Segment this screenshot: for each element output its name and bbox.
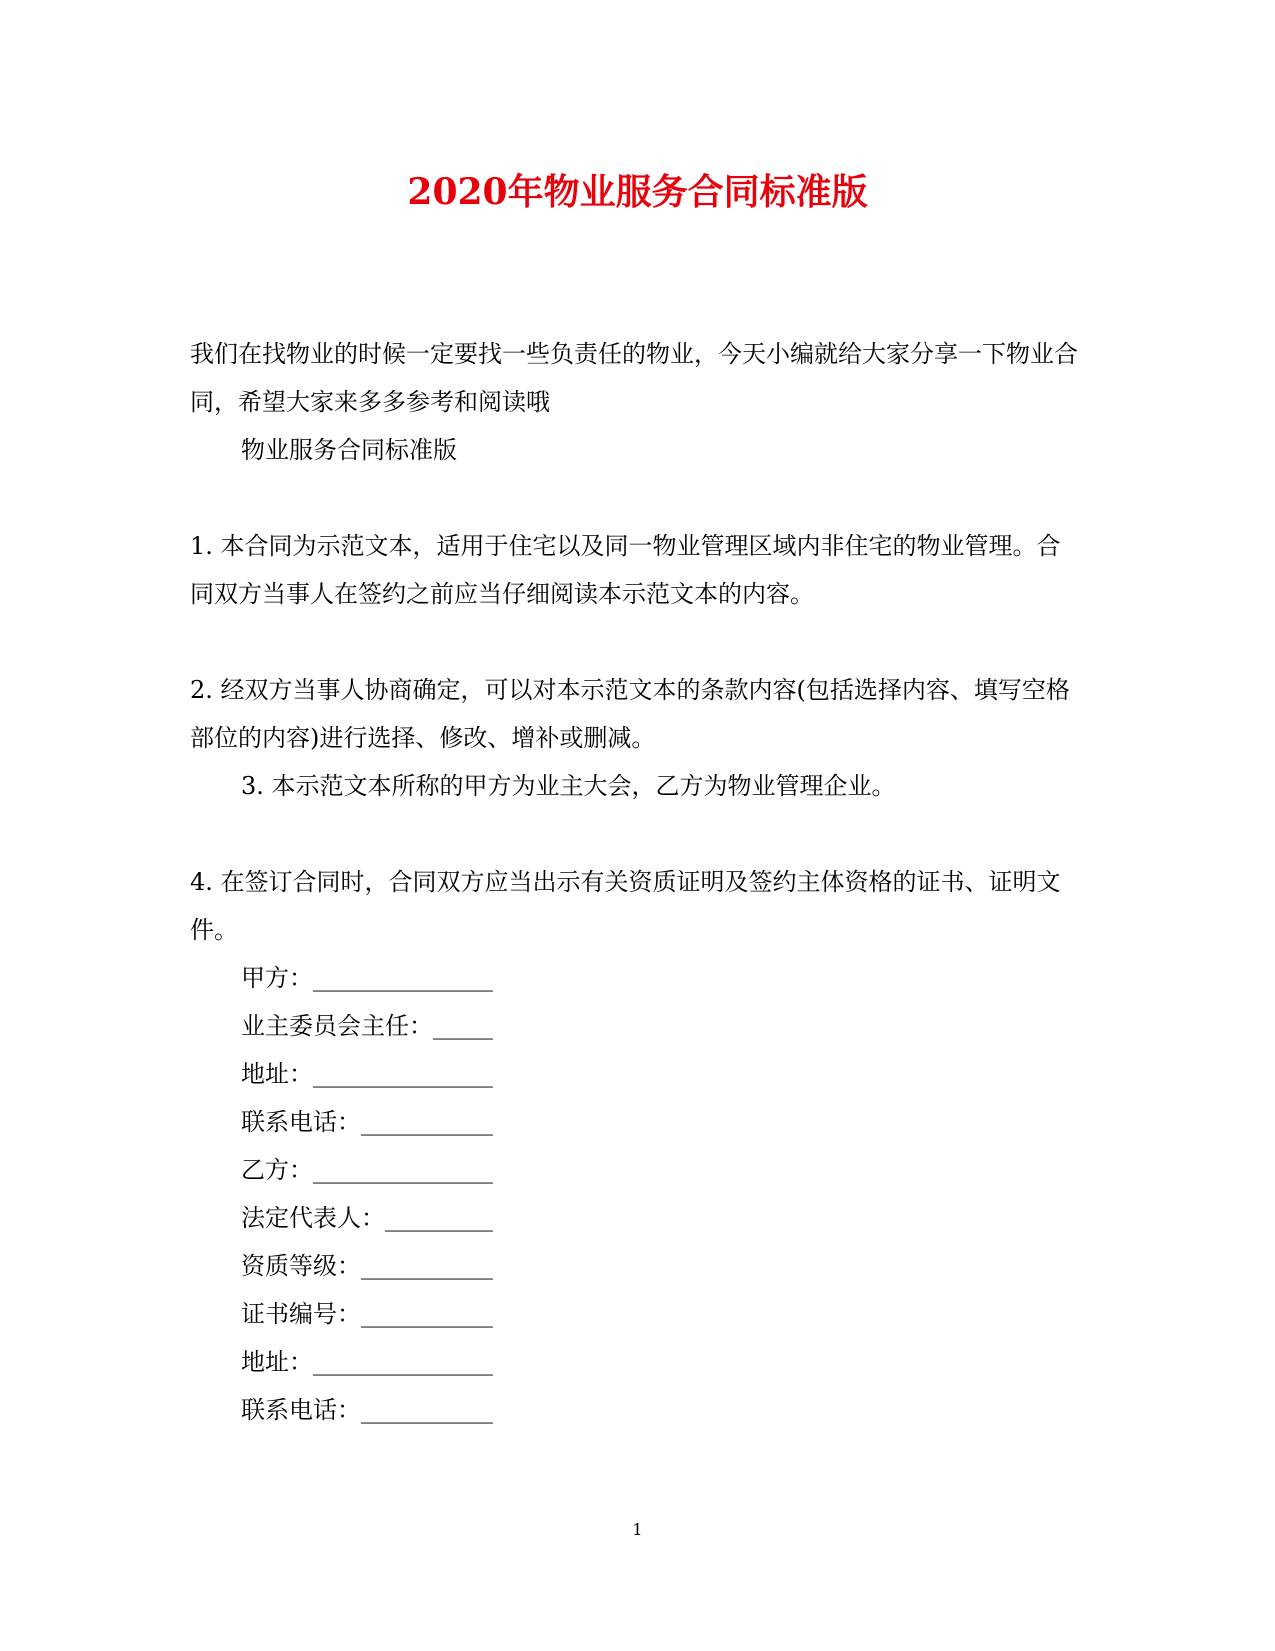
field-phone-a: 联系电话：___________ (241, 1108, 493, 1136)
document-body (190, 330, 1080, 1434)
document-title: 2020年物业服务合同标准版 (407, 171, 868, 213)
clause-2: 2. 经双方当事人协商确定，可以对本示范文本的条款内容(包括选择内容、填写空格部位的内容)进行选择、修改、增补或删减。 (190, 676, 1070, 752)
field-party-b: 乙方：_______________ (241, 1156, 493, 1184)
field-legal-representative: 法定代表人：_________ (241, 1204, 493, 1232)
clause-1: 1. 本合同为示范文本，适用于住宅以及同一物业管理区域内非住宅的物业管理。合同双方当事人在签约之前应当仔细阅读本示范文本的内容。 (190, 532, 1061, 608)
subtitle: 物业服务合同标准版 (241, 436, 457, 464)
field-phone-b: 联系电话：___________ (241, 1396, 493, 1424)
intro-paragraph: 我们在找物业的时候一定要找一些负责任的物业，今天小编就给大家分享一下物业合同，希望大家来多多参考和阅读哦 (190, 340, 1078, 416)
signature-fields (190, 954, 1080, 1434)
page-number: 1 (632, 1520, 643, 1539)
field-address-b: 地址：_______________ (241, 1348, 493, 1376)
field-qualification-level: 资质等级：___________ (241, 1252, 493, 1280)
clause-4: 4. 在签订合同时，合同双方应当出示有关资质证明及签约主体资格的证书、证明文件。 (190, 868, 1061, 944)
field-committee-director: 业主委员会主任：_____ (241, 1012, 493, 1040)
field-party-a: 甲方：_______________ (241, 964, 493, 992)
clause-3: 3. 本示范文本所称的甲方为业主大会，乙方为物业管理企业。 (241, 772, 896, 800)
field-address-a: 地址：_______________ (241, 1060, 493, 1088)
field-certificate-number: 证书编号：___________ (241, 1300, 493, 1328)
